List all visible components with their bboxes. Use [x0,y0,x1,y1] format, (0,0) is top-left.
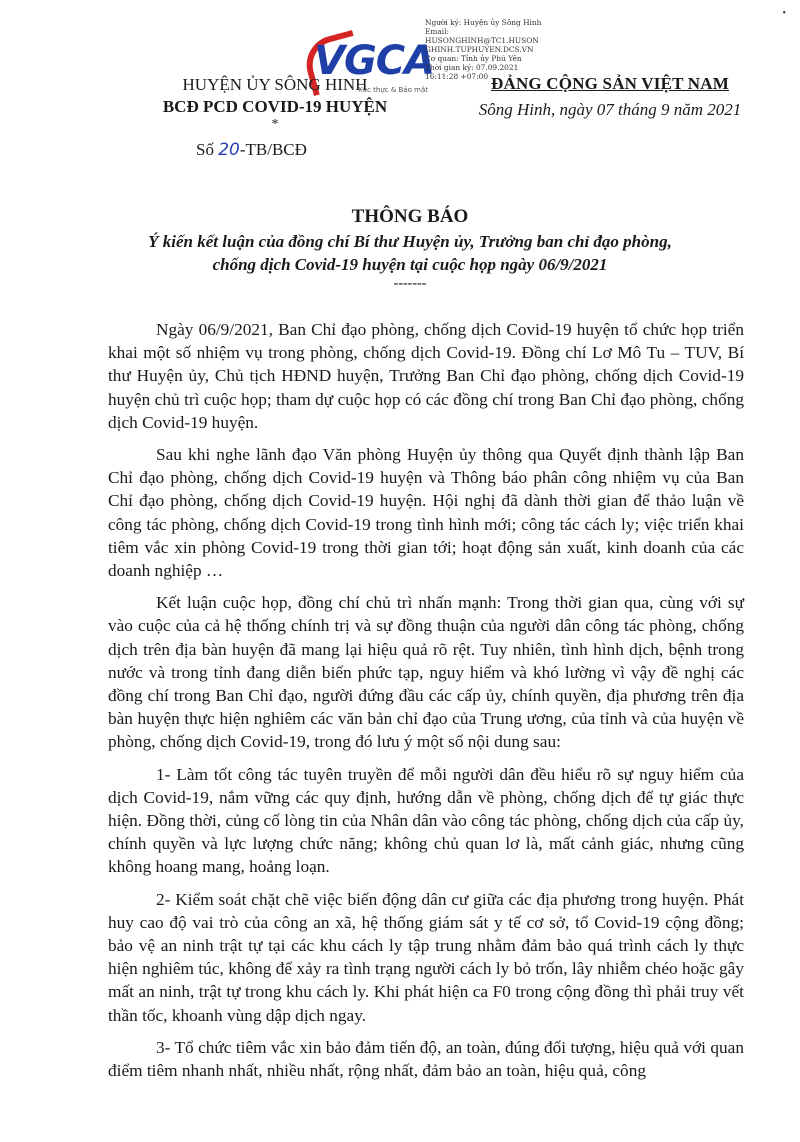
committee-name: BCĐ PCD COVID-19 HUYỆN [162,97,388,116]
document-body [108,318,744,1091]
org-name: HUYỆN ỦY SÔNG HINH [182,75,368,94]
issuing-organization [150,74,400,132]
paragraph: 2- Kiểm soát chặt chẽ việc biến động dân cư giữa các địa phương trong huyện. Phát huy cao độ vai trò của công an xã, hệ thống giám sát y tế cơ sở, tổ Covid-19 cộng đồng; bảo vệ an ninh trật tự tại các khu cách ly tập trung nhằm đảm bảo quá trình cách ly thực hiện nghiêm túc, không để xảy ra tình trạng người cách ly bỏ trốn, lây nhiễm chéo hoặc gây mất an ninh, trật tự trong khu cách ly. Khi phát hiện ca F0 trong cộng đồng thì phải truy vết thần tốc, khoanh vùng dập dịch ngay. [108,889,744,1025]
title-sub: chống dịch Covid-19 huyện tại cuộc họp ngày 06/9/2021 [212,255,608,274]
party-header [445,74,775,120]
signature-line: Email: [425,27,450,36]
document-title [60,204,760,292]
signature-info [425,18,595,81]
document-number [196,140,307,160]
signature-line: Thời gian ký: 07.09.2021 [425,63,519,72]
signature-line: GHINH.TUPHUYEN.DCS.VN [425,45,534,54]
paragraph: Sau khi nghe lãnh đạo Văn phòng Huyện ủy thông qua Quyết định thành lập Ban Chỉ đạo phòng, chống dịch Covid-19 huyện và Thông báo phân công nhiệm vụ của Ban Chỉ đạo phòng, chống dịch Covid-19 huyện. Hội nghị đã dành thời gian để thảo luận về công tác phòng, chống dịch Covid-19 trong tình hình mới; công tác cách ly; việc triển khai tiêm vắc xin phòng Covid-19 trong thời gian tới; hoạt động sản xuất, kinh doanh của các doanh nghiệp … [108,445,744,581]
title-sub: Ý kiến kết luận của đồng chí Bí thư Huyện ủy, Trưởng ban chỉ đạo phòng, [148,232,672,251]
number-value: 20 [218,140,240,160]
party-name: ĐẢNG CỘNG SẢN VIỆT NAM [490,74,730,93]
signature-line: 16:11:28 +07:00 [425,72,489,81]
title-main: THÔNG BÁO [351,206,469,227]
signature-line: HUSONGHINH@TC1.HUSON [425,36,539,45]
number-prefix: Số [196,140,219,159]
logo-text: VGCA [314,38,435,84]
paragraph: 3- Tổ chức tiêm vắc xin bảo đảm tiến độ, an toàn, đúng đối tượng, hiệu quả với quan điểm tiêm nhanh nhất, nhiều nhất, rộng nhất, đảm bảo an toàn, hiệu quả, công [108,1037,744,1081]
signature-line: Người ký: Huyện ủy Sông Hinh [425,18,542,27]
corner-mark: • [782,8,786,19]
paragraph: Kết luận cuộc họp, đồng chí chủ trì nhấn mạnh: Trong thời gian qua, cùng với sự vào cuộc của cả hệ thống chính trị và sự đồng thuận của người dân công tác phòng, chống dịch trên địa bàn huyện đã mang lại hiệu quả rõ rệt. Tuy nhiên, tình hình dịch, bệnh trong nước và trong tỉnh đang diễn biến phức tạp, nguy hiểm và khó lường vì vậy đề nghị các đồng chí trong Ban Chỉ đạo, người đứng đầu các cấp ủy, chính quyền, địa phương trên địa bàn huyện thực hiện nghiêm các văn bản chỉ đạo của Trung ương, của tỉnh và của huyện về phòng, chống dịch Covid-19, trong đó lưu ý một số nội dung sau: [108,593,744,752]
org-star: * [271,117,279,132]
place-date: Sông Hinh, ngày 07 tháng 9 năm 2021 [478,100,742,119]
paragraph: 1- Làm tốt công tác tuyên truyền để mỗi người dân đều hiểu rõ sự nguy hiểm của dịch Covid-19, nắm vững các quy định, hướng dẫn về phòng, chống dịch để tự giác thực hiện. Đồng thời, củng cố lòng tin của Nhân dân vào công tác phòng, chống dịch của cấp ủy, chính quyền và lực lượng chức năng; không chủ quan lơ là, mất cảnh giác, nhưng cũng không hoang mang, hoảng loạn. [108,764,744,877]
logo-tagline: Xác thực & Bảo mật [358,86,428,94]
number-suffix: -TB/BCĐ [239,140,307,159]
title-divider: ------- [393,276,427,291]
paragraph: Ngày 06/9/2021, Ban Chỉ đạo phòng, chống dịch Covid-19 huyện tổ chức họp triển khai một số nhiệm vụ trong phòng, chống dịch Covid-19. Đồng chí Lơ Mô Tu – TUV, Bí thư Huyện ủy, Chủ tịch HĐND huyện, Trưởng Ban Chỉ đạo phòng, chống dịch Covid-19 huyện chủ trì cuộc họp; tham dự cuộc họp có các đồng chí trong Ban Chỉ đạo phòng, chống dịch Covid-19 huyện. [108,320,744,432]
signature-line: Cơ quan: Tỉnh ủy Phú Yên [425,54,522,63]
